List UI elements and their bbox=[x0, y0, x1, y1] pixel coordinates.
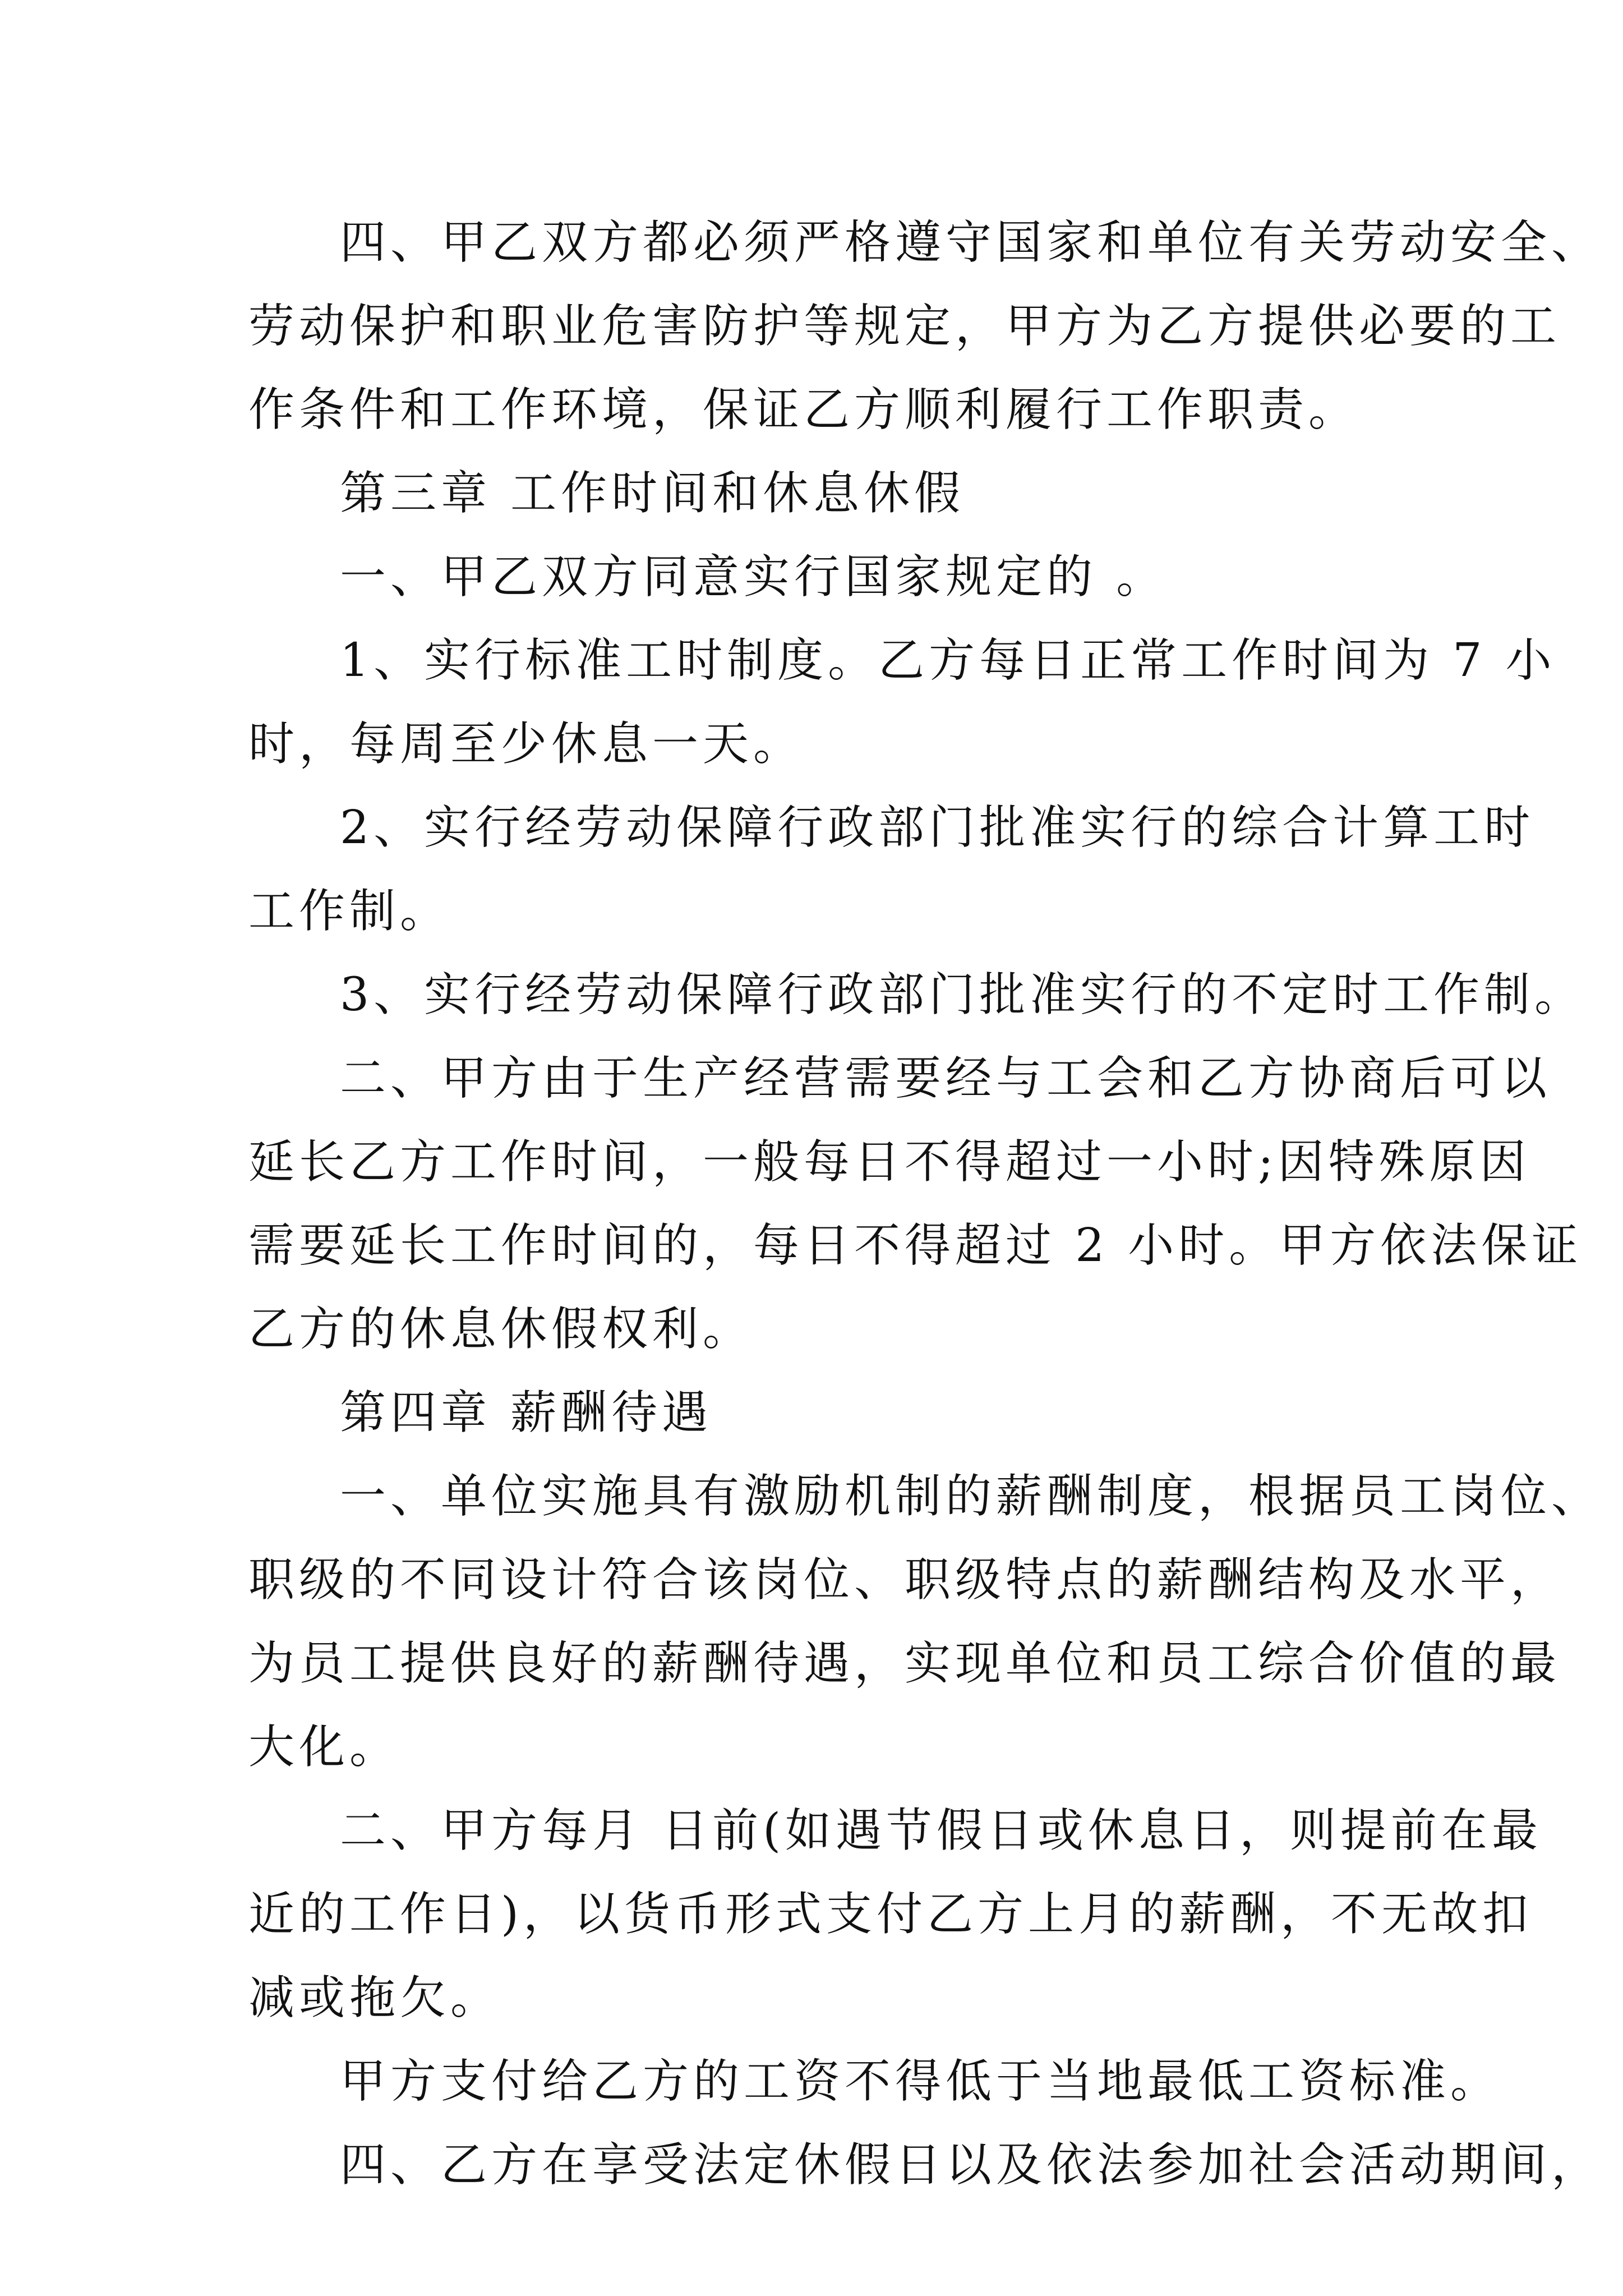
text-line: 一、单位实施具有激励机制的薪酬制度，根据员工岗位、 bbox=[340, 1470, 1602, 1523]
text-line: 需要延长工作时间的，每日不得超过 2 小时。甲方依法保证 bbox=[248, 1219, 1583, 1272]
text-line: 工作制。 bbox=[248, 885, 451, 938]
text-line: 劳动保护和职业危害防护等规定，甲方为乙方提供必要的工 bbox=[248, 300, 1561, 353]
text-line: 时，每周至少休息一天。 bbox=[248, 717, 804, 771]
text-line: 近的工作日)，以货币形式支付乙方上月的薪酬，不无故扣 bbox=[248, 1888, 1533, 1941]
text-line: 二、甲方每月 日前(如遇节假日或休息日，则提前在最 bbox=[340, 1804, 1543, 1857]
text-line: 为员工提供良好的薪酬待遇，实现单位和员工综合价值的最 bbox=[248, 1637, 1561, 1690]
chapter-heading: 第三章 工作时间和休息休假 bbox=[340, 467, 965, 520]
text-line: 职级的不同设计符合该岗位、职级特点的薪酬结构及水平， bbox=[248, 1553, 1561, 1607]
text-line: 延长乙方工作时间，一般每日不得超过一小时;因特殊原因 bbox=[248, 1135, 1530, 1189]
text-line: 2、实行经劳动保障行政部门批准实行的综合计算工时 bbox=[340, 801, 1535, 854]
text-line: 二、甲方由于生产经营需要经与工会和乙方协商后可以 bbox=[340, 1052, 1552, 1105]
text-line: 一、甲乙双方同意实行国家规定的 。 bbox=[340, 550, 1167, 604]
text-line: 3、实行经劳动保障行政部门批准实行的不定时工作制。 bbox=[340, 968, 1585, 1022]
chapter-heading: 第四章 薪酬待遇 bbox=[340, 1386, 713, 1439]
text-line: 甲方支付给乙方的工资不得低于当地最低工资标准。 bbox=[340, 2055, 1501, 2108]
text-line: 四、甲乙双方都必须严格遵守国家和单位有关劳动安全、 bbox=[340, 216, 1602, 269]
text-line: 1、实行标准工时制度。乙方每日正常工作时间为 7 小 bbox=[340, 634, 1556, 687]
text-line: 乙方的休息休假权利。 bbox=[248, 1303, 754, 1356]
text-line: 作条件和工作环境，保证乙方顺利履行工作职责。 bbox=[248, 383, 1359, 436]
text-line: 四、乙方在享受法定休假日以及依法参加社会活动期间， bbox=[340, 2138, 1602, 2192]
text-line: 减或拖欠。 bbox=[248, 1971, 501, 2024]
text-line: 大化。 bbox=[248, 1720, 400, 1774]
